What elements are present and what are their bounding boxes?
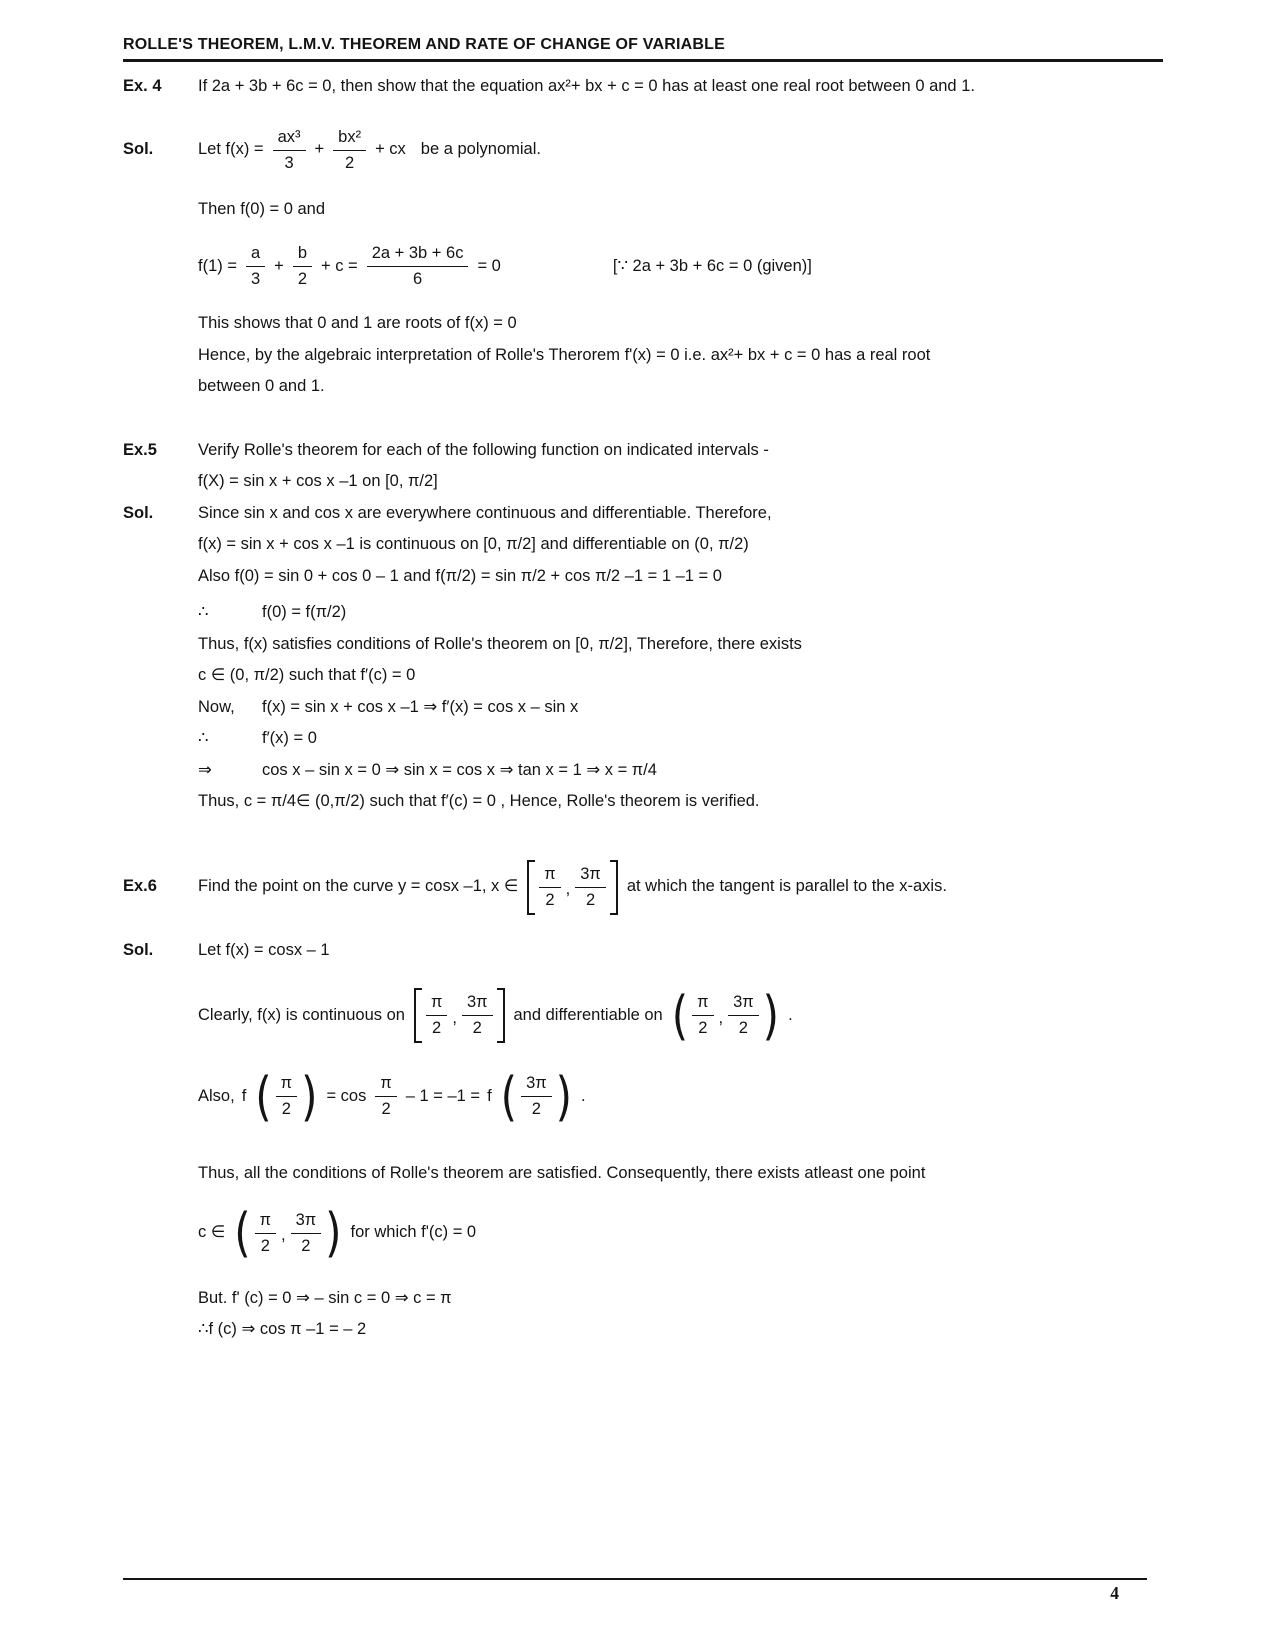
c-exists-text: c ∈ (0, π/2) such that f′(c) = 0 <box>198 666 416 684</box>
open-paren-icon: ( <box>234 1201 251 1264</box>
ex6-also-row <box>123 1065 1163 1127</box>
fraction-numerator: π <box>255 1209 276 1234</box>
given-note: [∵ 2a + 3b + 6c = 0 (given)] <box>612 256 812 275</box>
clearly-equation <box>198 984 793 1046</box>
also-label: Also, <box>198 1086 235 1105</box>
fraction-a-over-3 <box>246 242 265 291</box>
ex6-label: Ex.6 <box>123 877 157 896</box>
sol-line3: Also f(0) = sin 0 + cos 0 – 1 and f(π/2) = sin π/2 + cos π/2 –1 = 1 –1 = 0 <box>198 566 722 585</box>
fraction-denominator: 3 <box>250 270 261 288</box>
period: . <box>581 1086 586 1105</box>
sol-line2: f(x) = sin x + cos x –1 is continuous on [0, π/2] and differentiable on (0, π/2) <box>198 535 749 553</box>
then-f0-text: Then f(0) = 0 and <box>198 199 326 218</box>
page-footer <box>123 1578 1147 1604</box>
fraction-numerator: 3π <box>521 1072 552 1097</box>
polynomial-text: be a polynomial. <box>420 140 541 159</box>
ex4-hence-row <box>123 340 1163 372</box>
c-in-text: c ∈ <box>198 1223 226 1242</box>
thus-conditions-text: Thus, all the conditions of Rolle's theorem are satisfied. Consequently, there exists atleast one point <box>198 1164 926 1182</box>
now-label: Now, <box>198 697 235 716</box>
clearly-pre-text: Clearly, f(x) is continuous on <box>198 1005 405 1024</box>
ex4-then-row <box>123 194 1163 226</box>
interval-content <box>688 988 763 1043</box>
fraction-numerator: 3π <box>291 1209 322 1234</box>
ex6-final-row <box>123 1314 1163 1346</box>
ex4-sol-label: Sol. <box>123 140 154 159</box>
fraction-denominator: 2 <box>738 1019 748 1037</box>
ex5-therefore-row <box>123 597 1163 629</box>
ex5-question-row <box>123 435 1163 467</box>
ex5-question: Verify Rolle's theorem for each of the following function on indicated intervals - <box>198 440 769 459</box>
fraction-denominator: 2 <box>472 1019 482 1037</box>
fraction-3pi-over-2 <box>521 1072 552 1121</box>
f-text: f <box>487 1086 492 1105</box>
fraction-numerator: b <box>293 242 312 267</box>
ex5-function-text: f(X) = sin x + cos x –1 on [0, π/2] <box>198 472 438 490</box>
plus-cx-text: + cx <box>375 140 406 159</box>
thus-text: Thus, f(x) satisfies conditions of Rolle's theorem on [0, π/2], Therefore, there exists <box>198 634 802 653</box>
plus-c-equals-text: + c = <box>321 256 358 275</box>
ex5-sol-row1 <box>123 498 1163 530</box>
close-paren-icon: ) <box>762 984 780 1046</box>
fraction-denominator: 2 <box>297 270 307 288</box>
fraction-denominator: 2 <box>260 1236 270 1255</box>
ex6-sol-label: Sol. <box>123 940 154 959</box>
fraction-denominator: 2 <box>281 1100 291 1118</box>
fraction-numerator: a <box>246 242 265 267</box>
ex5-sol-row3 <box>123 561 1163 593</box>
for-which-text: for which f'(c) = 0 <box>350 1223 477 1242</box>
ex6-but-row <box>123 1283 1163 1315</box>
therefore-text: f(0) = f(π/2) <box>262 603 347 621</box>
open-interval <box>671 984 780 1046</box>
fraction-sum-over-6 <box>367 242 469 291</box>
open-paren-icon: ( <box>255 1065 272 1127</box>
fraction-numerator: π <box>375 1072 396 1097</box>
f1-equation <box>198 242 812 291</box>
fraction-3pi-over-2 <box>575 863 606 912</box>
final-text: ∴f (c) ⇒ cos π –1 = – 2 <box>198 1320 367 1338</box>
fraction-pi-over-2 <box>375 1072 396 1121</box>
ex6-question <box>198 860 947 915</box>
fraction-denominator: 2 <box>531 1100 541 1118</box>
fprime-zero-text: f′(x) = 0 <box>262 729 317 747</box>
fraction-3pi-over-2 <box>728 991 759 1040</box>
also-equation <box>198 1065 586 1127</box>
fraction-numerator: 3π <box>728 991 759 1016</box>
fraction-numerator: bx² <box>333 126 366 151</box>
fraction-numerator: 3π <box>575 863 606 888</box>
ex6-c-row <box>123 1201 1163 1264</box>
ex5-therefore2-row <box>123 723 1163 755</box>
page-header <box>123 36 1163 62</box>
equals-zero-text: = 0 <box>477 256 501 275</box>
ex5-c-row <box>123 660 1163 692</box>
sol-line1: Since sin x and cos x are everywhere continuous and differentiable. Therefore, <box>198 503 772 522</box>
fraction-denominator: 6 <box>412 270 423 288</box>
close-paren-icon: ) <box>325 1201 342 1264</box>
comma: , <box>452 1008 457 1027</box>
ex4-question: If 2a + 3b + 6c = 0, then show that the equation ax²+ bx + c = 0 has at least one real root between 0 and 1. <box>198 77 975 95</box>
interval-content <box>251 1206 326 1261</box>
fraction-pi-over-2 <box>426 991 447 1040</box>
let-fx-text: Let f(x) = <box>198 140 264 159</box>
close-paren-icon: ) <box>555 1065 573 1127</box>
fraction-pi-over-2 <box>539 863 560 912</box>
ex4-roots-row <box>123 308 1163 340</box>
fraction-numerator: π <box>276 1072 297 1097</box>
clearly-mid-text: and differentiable on <box>513 1005 663 1024</box>
between-text: between 0 and 1. <box>198 377 325 395</box>
page-number: 4 <box>1110 1583 1119 1603</box>
open-bracket-icon <box>414 988 422 1043</box>
plus-sign: + <box>274 256 284 275</box>
implies-symbol: ⇒ <box>198 760 212 779</box>
c-in-interval-equation <box>198 1201 477 1264</box>
ex4-f1-equation-row <box>123 242 1163 291</box>
fraction-pi-over-2 <box>692 991 713 1040</box>
ex6-thus-row <box>123 1158 1163 1190</box>
fraction-b-over-2 <box>293 242 312 291</box>
fraction-ax3-over-3 <box>273 126 306 175</box>
fraction-numerator: π <box>692 991 713 1016</box>
fraction-denominator: 2 <box>585 890 596 909</box>
ex6-question-post: at which the tangent is parallel to the x-axis. <box>626 877 947 896</box>
paren-content <box>272 1069 301 1124</box>
fraction-numerator: 2a + 3b + 6c <box>367 242 469 267</box>
fraction-denominator: 2 <box>432 1019 442 1037</box>
ex5-thus-row <box>123 629 1163 661</box>
ex5-implies-row <box>123 755 1163 787</box>
ex4-between-row <box>123 371 1163 403</box>
ex5-sol-label: Sol. <box>123 503 154 522</box>
therefore-symbol: ∴ <box>198 603 209 621</box>
closed-interval <box>527 860 618 915</box>
now-text: f(x) = sin x + cos x –1 ⇒ f′(x) = cos x – sin x <box>262 697 579 716</box>
comma: , <box>281 1226 286 1244</box>
open-paren-icon: ( <box>671 984 689 1046</box>
fraction-bx2-over-2 <box>333 126 366 175</box>
paren-group <box>500 1065 573 1127</box>
plus-sign: + <box>314 140 325 159</box>
ex4-label: Ex. 4 <box>123 77 162 95</box>
fraction-denominator: 2 <box>301 1236 311 1255</box>
comma: , <box>565 880 571 898</box>
ex4-sol-row <box>123 126 1163 175</box>
also-mid-text: – 1 = –1 = <box>405 1086 481 1105</box>
fraction-denominator: 2 <box>545 890 555 909</box>
ex4-let-equation <box>198 126 541 175</box>
hence-text: Hence, by the algebraic interpretation of Rolle's Therorem f'(x) = 0 i.e. ax²+ bx + c = 0 has a real root <box>198 345 931 364</box>
fraction-numerator: 3π <box>462 991 493 1016</box>
fraction-3pi-over-2 <box>462 991 493 1040</box>
ex6-clearly-row <box>123 984 1163 1046</box>
let-cosx-text: Let f(x) = cosx – 1 <box>198 940 330 959</box>
f1-text: f(1) = <box>198 256 237 275</box>
roots-text: This shows that 0 and 1 are roots of f(x) = 0 <box>198 314 517 332</box>
ex5-verified-row <box>123 786 1163 818</box>
interval-content <box>422 988 497 1043</box>
ex6-question-row <box>123 860 1163 915</box>
page-title: ROLLE'S THEOREM, L.M.V. THEOREM AND RATE OF CHANGE OF VARIABLE <box>123 36 725 53</box>
fraction-pi-over-2 <box>255 1209 276 1258</box>
ex4-question-row <box>123 71 1163 103</box>
comma: , <box>718 1008 724 1027</box>
interval-content <box>535 860 610 915</box>
close-bracket-icon <box>610 860 618 915</box>
open-bracket-icon <box>527 860 535 915</box>
close-bracket-icon <box>497 988 505 1043</box>
close-paren-icon: ) <box>301 1065 318 1127</box>
ex6-sol-row <box>123 935 1163 967</box>
closed-interval <box>414 988 505 1043</box>
but-text: But. f' (c) = 0 ⇒ – sin c = 0 ⇒ c = π <box>198 1288 452 1307</box>
fraction-pi-over-2 <box>276 1072 297 1121</box>
ex5-function-row <box>123 466 1163 498</box>
therefore-symbol: ∴ <box>198 729 209 747</box>
implies-text: cos x – sin x = 0 ⇒ sin x = cos x ⇒ tan x = 1 ⇒ x = π/4 <box>262 760 657 779</box>
paren-group <box>255 1065 318 1127</box>
fraction-denominator: 2 <box>698 1019 708 1037</box>
ex5-sol-row2 <box>123 529 1163 561</box>
fraction-denominator: 3 <box>284 153 294 172</box>
period: . <box>788 1005 793 1024</box>
fraction-denominator: 2 <box>381 1100 391 1118</box>
verified-text: Thus, c = π/4∈ (0,π/2) such that f′(c) = 0 , Hence, Rolle's theorem is verified. <box>198 792 760 810</box>
open-paren-icon: ( <box>500 1065 518 1127</box>
paren-content <box>517 1069 556 1124</box>
f-text: f <box>241 1086 247 1105</box>
fraction-numerator: π <box>539 863 560 888</box>
fraction-numerator: ax³ <box>273 126 306 151</box>
fraction-denominator: 2 <box>345 153 355 172</box>
fraction-numerator: π <box>426 991 447 1016</box>
fraction-3pi-over-2 <box>291 1209 322 1258</box>
open-interval <box>234 1201 342 1264</box>
ex5-label: Ex.5 <box>123 440 157 459</box>
equals-cos-text: = cos <box>326 1086 367 1105</box>
ex5-now-row <box>123 692 1163 724</box>
ex6-question-pre: Find the point on the curve y = cosx –1, x ∈ <box>198 877 519 896</box>
